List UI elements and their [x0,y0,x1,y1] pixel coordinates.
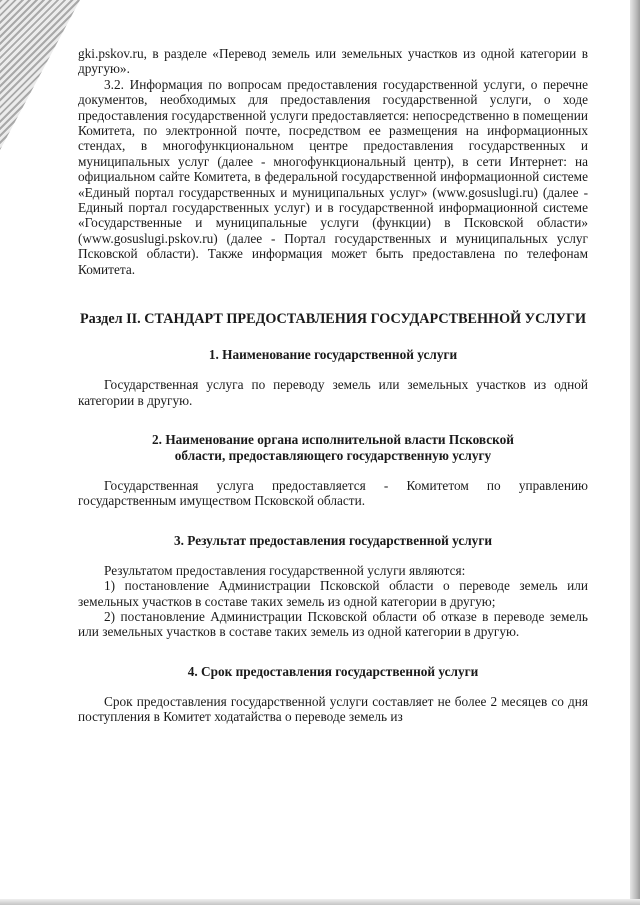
section-2-heading [78,432,588,464]
intro-block [78,46,588,277]
intro-paragraph-2: 3.2. Информация по вопросам предоставления государственной услуги, о перечне документов, необходимых для предоставления государственной услуги, о ходе предоставления государственной услуги предоставляется: непосредственно в помещении Комитета, по электронной почте, посредством ее размещения на информационных стендах, в многофункциональном центре предоставления государственных и муниципальных услуг (далее - многофункциональный центр), в сети Интернет: на официальном сайте Комитета, в федеральной государственной информационной системе «Единый портал государственных и муниципальных услуг» (www.gosuslugi.ru) (далее - Единый портал государственных услуг) и в государственной информационной системе «Государственные и муниципальные услуги (функции) в Псковской области» (www.gosuslugi.pskov.ru) (далее - Портал государственных и муниципальных услуг Псковской области). Также информация может быть предоставлена по телефонам Комитета. [78,76,588,277]
section-2-paragraph: Государственная услуга предоставляется - Комитетом по управлению государственным имуществом Псковской области. [78,477,588,509]
section-4-paragraph: Срок предоставления государственной услуги составляет не более 2 месяцев со дня поступления в Комитет ходатайства о переводе земель из [78,693,588,725]
section-1-paragraph: Государственная услуга по переводу земель или земельных участков из одной категории в другую. [78,377,588,408]
section-3-paragraph-1: Результатом предоставления государственной услуги являются: [104,562,466,578]
section-4-body [78,694,588,725]
section-1-heading: 1. Наименование государственной услуги [208,347,458,363]
section-3-paragraph-3: 2) постановление Администрации Псковской области об отказе в переводе земель или земельных участков в составе таких земель из одной категории в другую. [78,608,588,640]
section-2-heading-line-1: 2. Наименование органа исполнительной власти Псковской [152,431,514,447]
scan-corner-artifact [0,0,80,150]
document-page [78,46,588,725]
section-1-body [78,377,588,408]
scan-edge-shadow [630,0,640,905]
section-2-body [78,478,588,509]
section-title: Раздел II. СТАНДАРТ ПРЕДОСТАВЛЕНИЯ ГОСУДАРСТВЕННОЙ УСЛУГИ [79,311,587,328]
scan-bottom-shadow [0,899,640,905]
section-3-heading: 3. Результат предоставления государственной услуги [173,532,493,548]
section-3-body [78,563,588,640]
section-3-paragraph-2: 1) постановление Администрации Псковской области о переводе земель или земельных участков в составе таких земель из одной категории в другую; [78,578,588,609]
intro-paragraph-1: gki.pskov.ru, в разделе «Перевод земель или земельных участков из одной категории в другую». [78,46,588,77]
section-2-heading-line-2: области, предоставляющего государственную услугу [174,447,492,463]
section-4-heading: 4. Срок предоставления государственной услуги [187,663,479,679]
